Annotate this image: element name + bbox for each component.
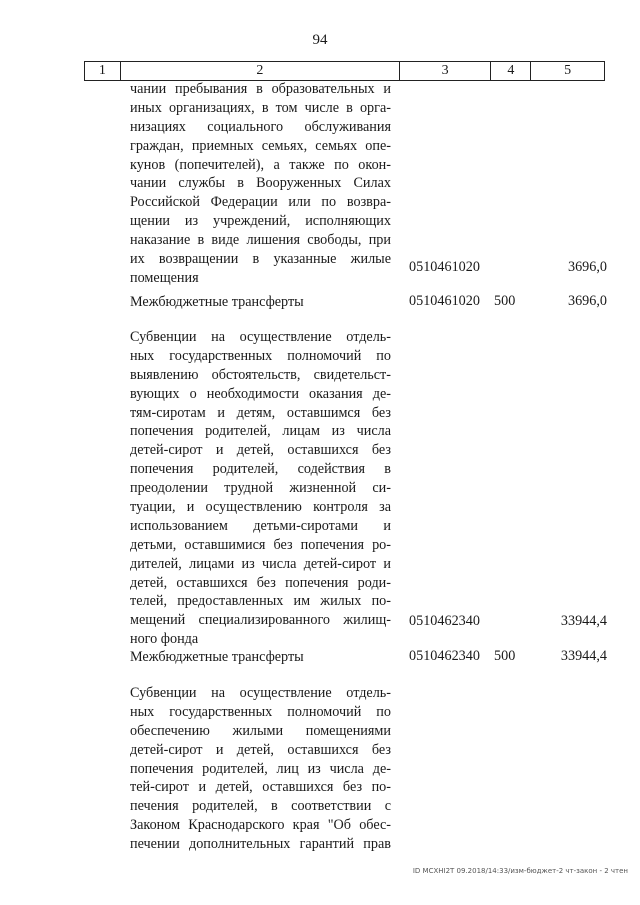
description-line: детей, оставшихся без попечения роди- (130, 574, 391, 591)
header-col-2: 2 (121, 62, 400, 80)
description-line: Межбюджетные трансферты (130, 649, 304, 665)
description-line: мещений специализированного жилищ- (130, 612, 391, 629)
description-line: печении дополнительных гарантий прав (130, 836, 391, 853)
description-line: Субвенции на осуществление отдель- (130, 685, 391, 701)
description-line: чании пребывания в образовательных и (130, 81, 391, 97)
header-col-4: 4 (491, 62, 531, 80)
header-col-1: 1 (85, 62, 121, 80)
target-article-code: 0510462340 (409, 613, 480, 629)
amount: 3696,0 (567, 259, 607, 275)
description-line: кунов (попечителей), а также по окон- (130, 156, 391, 173)
description-line: дителей, лицами из числа детей-сирот и (130, 555, 391, 572)
description-line: ных государственных полномочий по (130, 347, 391, 364)
description-line: выявлению обстоятельств, свидетельст- (130, 366, 391, 383)
target-article-code: 0510461020 (409, 259, 480, 275)
description-line: тям-сиротам и детям, оставшимся без (130, 404, 391, 421)
description-line: тей-сирот и детей, оставшихся без по- (130, 779, 391, 796)
description-line: наказание в виде лишения свободы, при (130, 232, 391, 249)
header-col-3: 3 (400, 62, 492, 80)
description-line: попечения родителей, содействия в (130, 461, 391, 478)
description-line: Субвенции на осуществление отдель- (130, 329, 391, 345)
description-line: ных государственных полномочий по (130, 703, 391, 720)
description-line: использованием детьми-сиротами и (130, 517, 391, 534)
description-line: обеспечению жилыми помещениями (130, 722, 391, 739)
row-description (130, 648, 391, 667)
target-article-code: 0510461020 (409, 293, 480, 309)
description-line: туации, и осуществлению контроля за (130, 499, 391, 516)
description-line: попечения родителей, лиц из числа де- (130, 760, 391, 777)
description-line: Российской Федерации или по возвра- (130, 194, 391, 211)
expense-type-code: 500 (494, 648, 516, 664)
expense-type-code: 500 (494, 293, 516, 309)
amount: 3696,0 (567, 293, 607, 309)
description-line: детей-сирот и детей, оставшихся без (130, 741, 391, 758)
row-description (130, 328, 391, 649)
target-article-code: 0510462340 (409, 648, 480, 664)
description-line: иных организациях, в том числе в орга- (130, 99, 391, 116)
page-number: 94 (312, 32, 328, 48)
description-line: граждан, приемных семьях, семьях опе- (130, 137, 391, 154)
description-line: Законом Краснодарского края "Об обес- (130, 817, 391, 834)
description-line: попечения родителей, лицам из числа (130, 423, 391, 440)
description-line: печения родителей, в соответствии с (130, 798, 391, 815)
header-col-5: 5 (564, 63, 572, 78)
description-line: чании службы в Вооруженных Силах (130, 175, 391, 192)
row-description (130, 293, 391, 312)
footer-stamp: ID MCXHI2Т 09.2018/14:33/изм-бюджет-2 чт-закон - 2 чтен (412, 867, 628, 875)
description-line: помещения (130, 269, 199, 286)
table-header (84, 61, 605, 81)
description-line: низациях социального обслуживания (130, 118, 391, 135)
description-line: их возвращении в указанные жилые (130, 251, 391, 268)
row-description (130, 684, 391, 854)
row-description (130, 80, 391, 288)
description-line: Межбюджетные трансферты (130, 294, 304, 310)
description-line: детьми, оставшимися без попечения ро- (130, 536, 391, 553)
description-line: телей, предоставленных им жилых по- (130, 593, 391, 610)
description-line: вующих о необходимости оказания де- (130, 385, 391, 402)
amount: 33944,4 (560, 613, 607, 629)
amount: 33944,4 (560, 648, 607, 664)
description-line: щении из учреждений, исполняющих (130, 213, 391, 230)
description-line: преодолении трудной жизненной си- (130, 480, 391, 497)
description-line: ного фонда (130, 631, 199, 648)
description-line: детей-сирот и детей, оставшихся без (130, 442, 391, 459)
